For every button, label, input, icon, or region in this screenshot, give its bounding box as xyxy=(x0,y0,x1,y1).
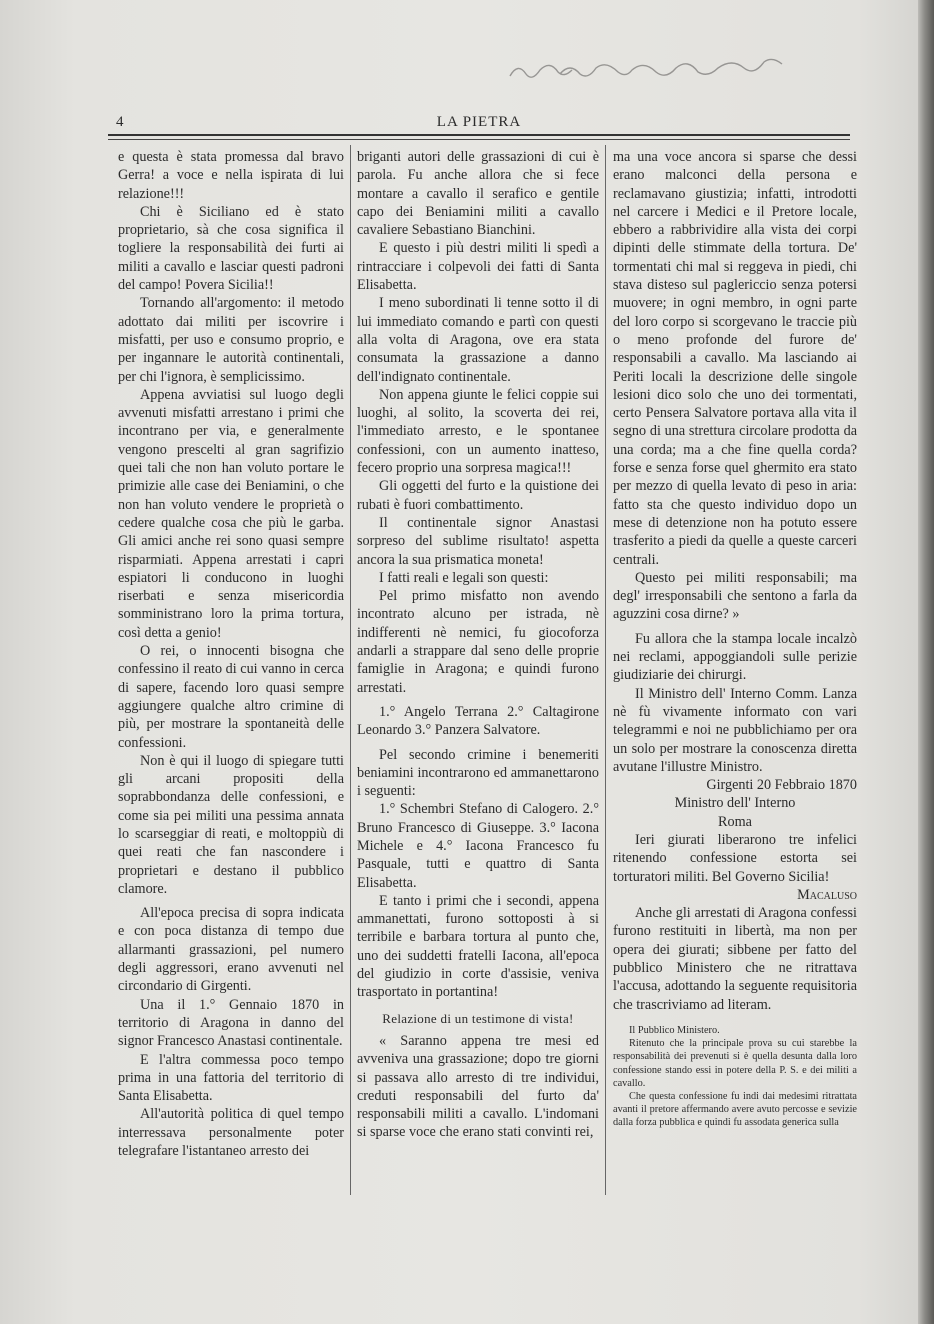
paragraph: E tanto i primi che i secondi, appena ammanettati, furono sottoposti à si terribile e barbara tortura al punto che, uno dei suddetti fratelli Iacona, all'epoca del giudizio in corte d'assisie, veniva trasportato in portantina! xyxy=(357,892,599,1001)
requisitoria-excerpt xyxy=(613,1024,857,1130)
telegram-recipient: Ministro dell' Interno xyxy=(674,795,796,812)
paragraph: e questa è stata promessa dal bravo Gerra! a voce e nella ispirata di lui relazione!!! xyxy=(118,149,344,202)
paragraph: Pel primo misfatto non avendo incontrato alcuno per istrada, nè indifferenti nè nemici, fu giocoforza andarli a strappare dal seno delle proprie famiglie in Aragona; e quindi furono arrestati. xyxy=(357,588,599,696)
page-edge-shadow xyxy=(918,0,934,1324)
paragraph: All'epoca precisa di sopra indicata e con poca distanza di tempo due allarmanti grassazioni, pel numero degli aggressori, erano avvenuti nel circondario di Girgenti. xyxy=(118,905,344,995)
telegram-dateline: Girgenti 20 Febbraio 1870 xyxy=(706,777,857,794)
newspaper-title: LA PIETRA xyxy=(436,114,522,130)
paragraph: Il continentale signor Anastasi sorpreso del sublime risultato! aspetta ancora la sua prismatica moneta! xyxy=(357,514,599,568)
paragraph: All'autorità politica di quel tempo interressava personalmente poter telegrafare l'istantaneo arresto dei xyxy=(118,1106,344,1160)
paragraph: Una il 1.° Gennaio 1870 in territorio di Aragona in danno del signor Francesco Anastasi continentale. xyxy=(118,996,344,1050)
excerpt-paragraph: Ritenuto che la principale prova su cui starebbe la responsabilità dei prevenuti si è quella desunta dalla loro confessione stando essi in potere della P. S. e dei militi a cavallo. xyxy=(613,1038,857,1089)
paragraph: I fatti reali e legali son questi: xyxy=(379,569,549,586)
column-divider xyxy=(605,145,606,1195)
paragraph: Fu allora che la stampa locale incalzò nei reclami, appoggiandoli sulle perizie giudiziarie dei chirurgi. xyxy=(613,630,857,684)
telegram-signature: Macaluso xyxy=(797,886,857,903)
paragraph: Non è qui il luogo di spiegare tutti gli arcani propositi della soprabbondanza delle confessioni, e come sia pei militi una pessima annata lo scarseggiar di reati, e moltoppiù di quei reati che fan nascondere i proprietari e destano il pubblico clamore. xyxy=(118,752,344,897)
paragraph: Questo pei militi responsabili; ma degl' irresponsabili che sentono a farla da aguzzini cosa dirne? » xyxy=(613,569,857,623)
header-rule-thin xyxy=(108,139,850,140)
paragraph: O rei, o innocenti bisogna che confessino il reato di cui vanno in cerca di sapere, facendo loro quasi sempre aggiungere qualche altro crimine di più, per mostrare la spontaneità delle confessioni. xyxy=(118,643,344,751)
paragraph: briganti autori delle grassazioni di cui è parola. Fu anche allora che si fece montare a cavallo il serafico e gentile capo dei Beniamini militi a cavallo cavaliere Sebastiano Bianchini. xyxy=(357,149,599,239)
paragraph: Chi è Siciliano ed è stato proprietario, sà che cosa significa il togliere la responsabilità dei furti ai militi a cavallo e lasciar questi padroni del campo! Povera Sicilia!! xyxy=(118,203,344,294)
paragraph: Appena avviatisi sul luogo degli avvenuti misfatti arrestano i primi che incontrano per via, e generalmente vengono prescelti al gran sagrifizio quei tali che non han voluto portare le primizie alle case dei Beniamini, o che non han voluto vendere le proprietà o cedere qualche cosa che più le garba. Gli amici anche rei sono quasi sempre risparmiati. Appena arrestati i capri espiatori li conducono in luoghi riserbati e senza misericordia somministrano loro la prima tortura, così detta a genio! xyxy=(118,386,344,641)
paragraph: Anche gli arrestati di Aragona confessi furono restituiti in libertà, ma non per opera dei giurati; sibbene per fatto del pubblico Ministero che ne ritrattava l'accusa, adottando la seguente requisitoria che trascriviamo ad literam. xyxy=(613,905,857,1013)
paragraph: 1.° Angelo Terrana 2.° Caltagirone Leonardo 3.° Panzera Salvatore. xyxy=(357,703,599,739)
paragraph: Il Ministro dell' Interno Comm. Lanza nè fù vivamente informato con vari telegrammi e noi ne pubblichiamo per ora un solo per mostrare la conoscenza diretta avutane l'illustre Ministro. xyxy=(613,685,857,775)
header-rule xyxy=(108,134,850,136)
paragraph: ma una voce ancora si sparse che dessi erano malconci della persona e reclamavano giustizia; infatti, introdotti nel carcere i Medici e il Pretore locale, ebbero a rabbrividire alla vista dei corpi dipinti delle stimmate della tortura. De' tormentati chi mal si reggeva in piedi, chi stava disteso sul paglericcio senza potersi muovere; in ogni membro, in ogni parte del loro corpo si scorgevano le traccie più o meno profonde del furore de' responsabili a cavallo. Ma lasciando ai Periti locali la descrizione delle singole lesioni dico solo che uno dei tormentati, certo Pensera Salvatore portava alla vita il segno di una strettura circolare prodotta da una corda; ma a che fine quella corda? forse e senza forse quel ghermito era stato per mezzo di quella levato di peso in aria: fatto sta che questo individuo dopo un mese di detenzione non ha potuto essere trasferito a piedi da quelle a queste carceri centrali. xyxy=(613,149,857,568)
telegram-city: Roma xyxy=(718,813,752,830)
paragraph: « Saranno appena tre mesi ed avveniva una grassazione; dopo tre giorni si passava allo arresto di tre individui, creduti responsabili del furto da' responsabili militi a cavallo. L'indomani si sparse voce che erano stati convinti rei, xyxy=(357,1032,599,1141)
page-number: 4 xyxy=(116,114,124,130)
paragraph: Tornando all'argomento: il metodo adottato dai militi per iscovrire i misfatti, per uso e consumo proprio, e per ingannare le autorità continentali, per chi l'ignora, è semplicissimo. xyxy=(118,295,344,385)
page-header xyxy=(108,110,850,138)
handwritten-annotation xyxy=(500,48,800,88)
paragraph: I meno subordinati li tenne sotto il di lui immediato comando e partì con questi alla volta di Aragona, ove era stata consumata la grassazione a danno dell'indignato continentale. xyxy=(357,295,599,385)
column-divider xyxy=(350,145,351,1195)
column-2 xyxy=(357,148,599,1142)
paragraph: Gli oggetti del furto e la quistione dei rubati è fuori combattimento. xyxy=(357,478,599,513)
excerpt-heading: Il Pubblico Ministero. xyxy=(629,1024,720,1036)
paragraph: E questo i più destri militi li spedì a rintracciare i colpevoli dei fatti di Santa Elisabetta. xyxy=(357,240,599,294)
column-3 xyxy=(613,148,857,1130)
column-1 xyxy=(118,148,344,1160)
paragraph: E l'altra commessa poco tempo prima in una fattoria del territorio di Santa Elisabetta. xyxy=(118,1051,344,1105)
excerpt-paragraph: Che questa confessione fu indi dai medesimi ritrattata avanti il pretore affermando avere avuto percosse e sevizie dalla forza pubblica e quindi fu assodata generica sulla xyxy=(613,1090,857,1129)
telegram-body: Ieri giurati liberarono tre infelici ritenendo confessione estorta sei torturatori militi. Bel Governo Sicilia! xyxy=(613,831,857,885)
paragraph: 1.° Schembri Stefano di Calogero. 2.° Bruno Francesco di Giuseppe. 3.° Iacona Michele e 4.° Iacona Francesco fu Pasquale, tutti e quattro di Santa Elisabetta. xyxy=(357,801,599,891)
paragraph: Pel secondo crimine i benemeriti beniamini incontrarono ed ammanettarono i seguenti: xyxy=(357,746,599,800)
section-heading: Relazione di un testimone di vista! xyxy=(382,1010,574,1026)
paragraph: Non appena giunte le felici coppie sui luoghi, al solito, la scoverta dei rei, l'immediato arresto, e le spontanee confessioni, con un aumento inatteso, fecero proprio una sorpresa magica!!! xyxy=(357,386,599,477)
